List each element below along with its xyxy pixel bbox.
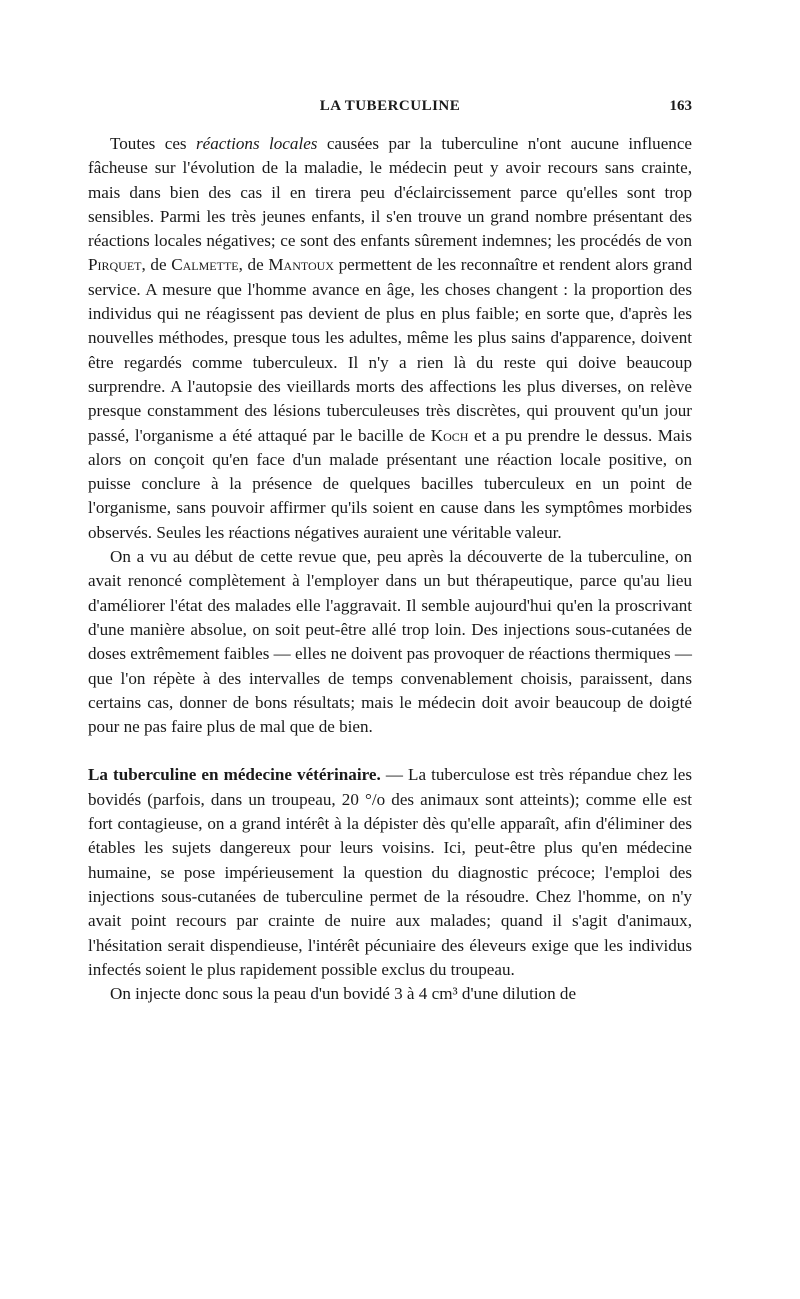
author-name-pirquet: Pirquet — [88, 255, 142, 275]
running-head — [88, 98, 692, 122]
section-title: La tuberculine en médecine vétérinaire. — [88, 765, 381, 785]
paragraph-3 — [88, 763, 692, 982]
author-name-mantoux: Mantoux — [268, 255, 334, 275]
paragraph-1 — [88, 132, 692, 545]
page — [88, 98, 692, 1006]
running-title: LA TUBERCULINE — [319, 98, 461, 114]
author-name-koch: Koch — [430, 425, 469, 445]
paragraph-4: On injecte donc sous la peau d'un bovidé 3 à 4 cm³ d'une dilution de — [110, 984, 577, 1004]
paragraph-1-text-b: causées par la tuberculine n'ont aucune influence fâcheuse sur l'évolution de la maladie, le médecin peut y avoir recours sans crainte, mais dans bien des cas il en tirera peu d'éclaircissement parce qu'elles sont trop sensibles. Parmi les très jeunes enfants, il s'en trouve un grand nombre présentant des réactions locales négatives; ce sont des enfants sûrement indemnes; les procédés de von — [88, 134, 693, 251]
author-name-calmette: Calmette — [171, 255, 239, 275]
page-number: 163 — [669, 98, 692, 114]
separator: , de — [238, 255, 269, 275]
paragraph-2: On a vu au début de cette revue que, peu après la découverte de la tuberculine, on avait renoncé complètement à l'employer dans un but thérapeutique, parce qu'au lieu d'améliorer l'état des malades elle l'aggravait. Il semble aujourd'hui qu'en la proscrivant d'une manière absolue, on soit peut-être allé trop loin. Des injections sous-cutanées de doses extrêmement faibles — elles ne doivent pas provoquer de réactions thermiques — que l'on répète à des intervalles de temps convenablement choisis, paraissent, dans certains cas, donner de bons résultats; mais le médecin doit avoir beaucoup de doigté pour ne pas faire plus de mal que de bien. — [88, 547, 692, 737]
section-gap — [88, 739, 692, 763]
separator: , de — [141, 255, 172, 275]
paragraph-1-text-a: Toutes ces — [110, 134, 196, 153]
paragraph-3-text: — La tuberculose est très répandue chez les bovidés (parfois, dans un troupeau, 20 °/o des animaux sont atteints); comme elle est fort contagieuse, on a grand intérêt à la dépister dès qu'elle apparaît, afin d'éliminer des étables les sujets dangereux pour leurs voisins. Ici, peut-être plus qu'en médecine humaine, se pose impérieusement la question du diagnostic précoce; l'emploi des injections sous-cutanées de tuberculine permet de la résoudre. Chez l'homme, on n'y avait point recours par crainte de nuire aux malades; quand il s'agit d'animaux, l'hésitation serait dispendieuse, l'intérêt pécuniaire des éleveurs exige que les individus infectés soient le plus rapidement possible exclus du troupeau. — [88, 765, 692, 979]
paragraph-1-text-c: permettent de les reconnaître et rendent alors grand service. A mesure que l'homme avance en âge, les choses changent : la proportion des individus qui ne réagissent pas devient de plus en plus faible; en sorte que, d'après les nouvelles méthodes, presque tous les adultes, même les plus sains d'apparence, doivent être regardés comme tuberculeux. Il n'y a rien là du reste qui doive beaucoup surprendre. A l'autopsie des vieillards morts des affections les plus diverses, on relève presque constamment des lésions tuberculeuses très discrètes, qui prouvent qu'un jour passé, l'organisme a été attaqué par le bacille de — [88, 255, 692, 445]
emphasis-reactions-locales: réactions locales — [195, 134, 318, 153]
paragraph-1-text-d: et a pu prendre le dessus. Mais alors on conçoit qu'en face d'un malade présentant une réaction locale positive, on puisse conclure à la présence de quelques bacilles tuberculeux en un point de l'organisme, sans pouvoir affirmer qu'ils soient en cause dans les symptômes morbides observés. Seules les réactions négatives auraient une véritable valeur. — [88, 425, 692, 542]
